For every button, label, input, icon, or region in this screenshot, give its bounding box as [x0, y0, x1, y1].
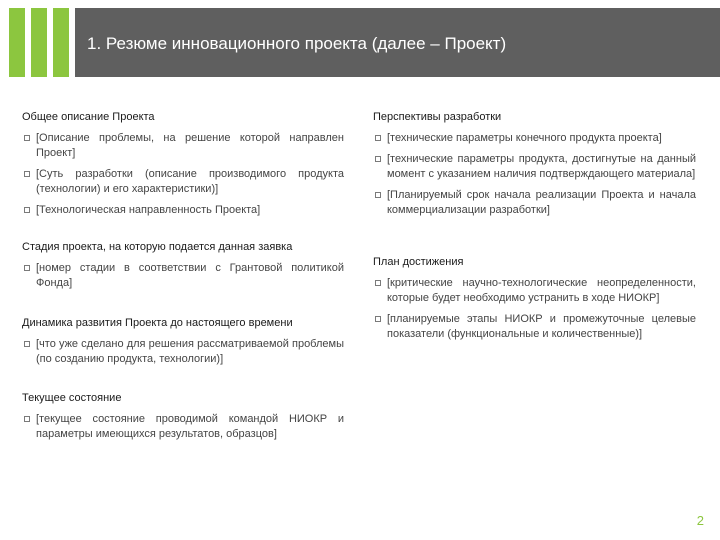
list-item: [Планируемый срок начала реализации Проекта и начала коммерциализации разработки] — [373, 188, 696, 218]
achievement-plan-list — [373, 276, 696, 342]
development-dynamics-list — [22, 337, 344, 367]
square-bullet-icon — [375, 280, 381, 286]
project-stage-section — [22, 240, 344, 297]
development-prospects-section — [373, 110, 696, 224]
list-item: [технические параметры продукта, достигнутые на данный момент с указанием наличия подтверждающего материала] — [373, 152, 696, 182]
current-state-list — [22, 412, 344, 442]
list-item: [что уже сделано для решения рассматриваемой проблемы (по созданию продукта, технологии)] — [22, 337, 344, 367]
list-item: [планируемые этапы НИОКР и промежуточные целевые показатели (функциональные и количественные)] — [373, 312, 696, 342]
page-title: 1. Резюме инновационного проекта (далее – Проект) — [87, 34, 507, 53]
achievement-plan-section — [373, 255, 696, 348]
square-bullet-icon — [24, 341, 30, 347]
project-stage-list — [22, 261, 344, 291]
list-item: [номер стадии в соответствии с Грантовой политикой Фонда] — [22, 261, 344, 291]
current-state-section — [22, 391, 344, 448]
square-bullet-icon — [24, 265, 30, 271]
square-bullet-icon — [375, 135, 381, 141]
general-description-list — [22, 131, 344, 218]
development-dynamics-heading: Динамика развития Проекта до настоящего времени — [22, 317, 293, 329]
project-stage-heading: Стадия проекта, на которую подается данная заявка — [22, 241, 293, 253]
square-bullet-icon — [375, 192, 381, 198]
square-bullet-icon — [24, 207, 30, 213]
page-number: 2 — [696, 513, 704, 528]
list-item: [текущее состояние проводимой командой НИОКР и параметры имеющихся результатов, образцов] — [22, 412, 344, 442]
list-item: [Суть разработки (описание производимого продукта (технологии) и его характеристики)] — [22, 167, 344, 197]
list-item: [критические научно-технологические неопределенности, которые будет необходимо устранить в ходе НИОКР] — [373, 276, 696, 306]
general-description-section — [22, 110, 344, 224]
development-dynamics-section — [22, 316, 344, 373]
square-bullet-icon — [375, 156, 381, 162]
list-item: [Описание проблемы, на решение которой направлен Проект] — [22, 131, 344, 161]
achievement-plan-heading: План достижения — [373, 256, 464, 268]
list-item: [Технологическая направленность Проекта] — [22, 203, 344, 218]
list-item: [технические параметры конечного продукта проекта] — [373, 131, 696, 146]
square-bullet-icon — [24, 171, 30, 177]
decor-bar-3 — [53, 8, 69, 77]
square-bullet-icon — [375, 316, 381, 322]
general-description-heading: Общее описание Проекта — [22, 111, 155, 123]
square-bullet-icon — [24, 416, 30, 422]
development-prospects-list — [373, 131, 696, 218]
decor-bar-2 — [31, 8, 47, 77]
square-bullet-icon — [24, 135, 30, 141]
development-prospects-heading: Перспективы разработки — [373, 111, 502, 123]
decor-bar-1 — [9, 8, 25, 77]
current-state-heading: Текущее состояние — [22, 392, 122, 404]
